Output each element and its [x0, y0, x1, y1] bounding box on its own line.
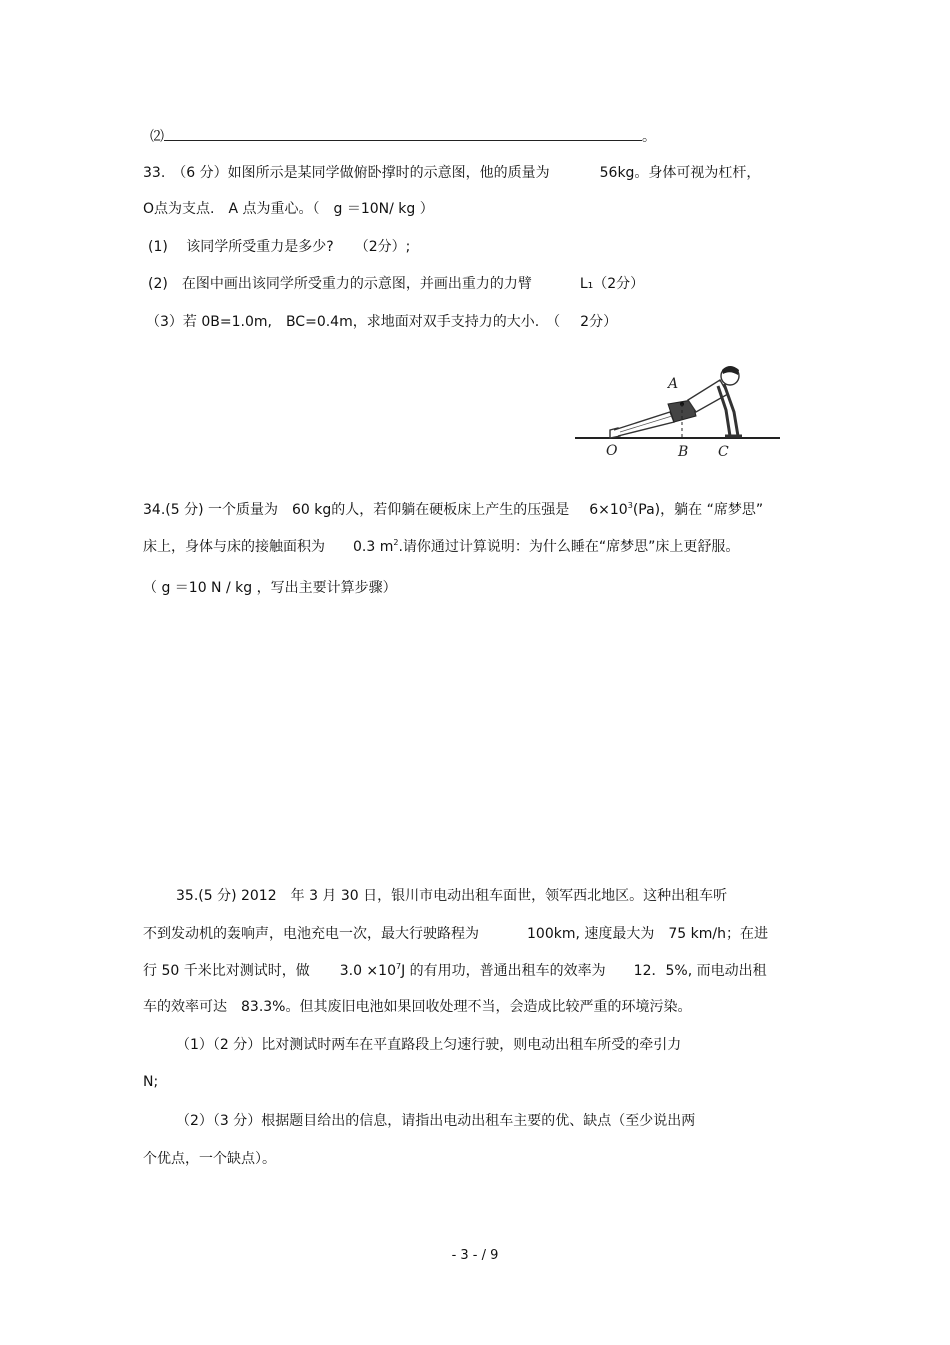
q33-stem-mass: 56kg。身体可视为杠杆，: [599, 165, 761, 181]
label-a: A: [668, 376, 679, 392]
q33-line2: [143, 199, 434, 219]
q35-range-text: 不到发动机的轰响声，电池充电一次，最大行驶路程为: [143, 926, 479, 942]
q35-work-exponent: 7: [395, 962, 402, 971]
label-b: B: [678, 444, 689, 460]
q33-stem-pivot: O点为支点. A 点为重心。（: [143, 201, 320, 217]
q33-sub2: [148, 274, 644, 294]
q34-line3: （ g ＝10 N / kg ，写出主要计算步骤）: [143, 580, 397, 596]
q34-stem-cont: (Pa)，躺在 “席梦思”: [632, 502, 764, 518]
q34-stem: 34.(5 分) 一个质量为 60 kg的人，若仰躺在硬板床上产生的压强是: [143, 502, 570, 518]
q34-area-exponent: 2: [393, 538, 399, 547]
q32-item2-end: 。: [642, 129, 656, 145]
pushup-figure[interactable]: [570, 360, 785, 465]
q35-sub2: （2）（3 分）根据题目给出的信息，请指出电动出租车主要的优、缺点（至少说出两: [176, 1113, 696, 1129]
q35-sub2-cont: 个优点，一个缺点）。: [143, 1151, 276, 1167]
q32-item2-label: ⑵: [150, 129, 164, 145]
q35-range-speed: 100km, 速度最大为 75 km/h；在进: [527, 926, 768, 942]
q34-line1: [143, 500, 763, 520]
q33-sub2-text: (2) 在图中画出该同学所受重力的示意图，并画出重力的力臂: [148, 276, 532, 292]
page-number: - 3 - / 9: [451, 1248, 499, 1263]
q35-efficiency: 12．5%, 而电动出租: [633, 963, 767, 979]
q35-line1: 35.(5 分) 2012 年 3 月 30 日，银川市电动出租车面世，领军西北地区。这种出租车听: [176, 888, 728, 904]
q34-question: .请你通过计算说明：为什么睡在“席梦思”床上更舒服。: [398, 539, 740, 555]
q34-pressure-exponent: 3: [627, 501, 633, 510]
q33-sub3-points: 2分）: [580, 314, 618, 330]
q33-stem: 33. （6 分）如图所示是某同学做俯卧撑时的示意图，他的质量为: [143, 165, 550, 181]
q35-line2: [143, 924, 768, 944]
q33-sub3: [146, 312, 617, 332]
q33-stem-g: g ＝10N/ kg ）: [333, 201, 434, 217]
q35-efficiency-text: J 的有用功，普通出租车的效率为: [401, 963, 606, 979]
q35-sub1: （1）（2 分）比对测试时两车在平直路段上匀速行驶，则电动出租车所受的牵引力: [176, 1037, 682, 1053]
q34-area-text: 床上，身体与床的接触面积为: [143, 539, 325, 555]
legs: [614, 412, 674, 436]
q33-sub1: (1) 该同学所受重力是多少? （2分）;: [148, 239, 411, 255]
q34-pressure: 6×10: [589, 502, 628, 518]
label-c: C: [718, 444, 729, 460]
answer-blank[interactable]: [164, 124, 642, 141]
label-o: O: [606, 443, 618, 459]
q35-work: 3.0 ×10: [339, 963, 396, 979]
q35-line3: [143, 961, 767, 981]
q35-line4: 车的效率可达 83.3%。但其废旧电池如果回收处理不当，会造成比较严重的环境污染。: [143, 999, 692, 1015]
q33-sub3-text: （3）若 0B=1.0m, BC=0.4m，求地面对双手支持力的大小. （: [146, 314, 561, 330]
q32-item2-line: [150, 124, 656, 147]
q34-area: 0.3 m: [353, 539, 394, 555]
q33-line1: [143, 163, 760, 183]
q33-sub2-points: L₁（2分）: [579, 276, 645, 292]
q35-test-text: 行 50 千米比对测试时，做: [143, 963, 310, 979]
q35-sub1-unit: N;: [143, 1074, 159, 1090]
q34-line2: [143, 537, 739, 557]
